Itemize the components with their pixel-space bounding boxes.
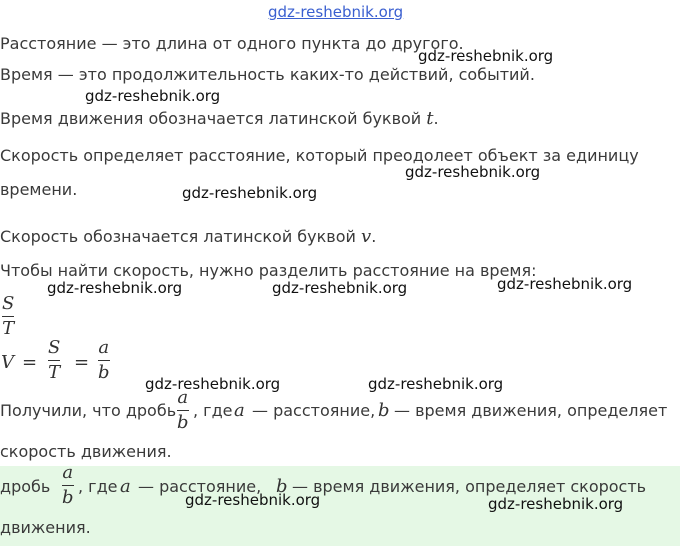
watermark: gdz-reshebnik.org bbox=[145, 375, 281, 393]
watermark: gdz-reshebnik.org bbox=[182, 184, 318, 202]
conclusion-text-1: Получили, что дробь bbox=[0, 401, 177, 420]
fraction-bar bbox=[177, 410, 189, 411]
formula2-eq1: = bbox=[22, 352, 38, 373]
time-notation-text: Время движения обозначается латинской буквой bbox=[0, 109, 422, 128]
conclusion-fraction bbox=[177, 388, 189, 433]
conclusion-denominator: b bbox=[177, 412, 189, 433]
formula1-denominator: T bbox=[2, 318, 15, 339]
paragraph-time-notation bbox=[0, 109, 439, 129]
watermark: gdz-reshebnik.org bbox=[488, 495, 624, 513]
conclusion-text-4: — время движения, определяет bbox=[394, 401, 668, 420]
conclusion-var-b: b bbox=[378, 400, 390, 421]
formula2-f1-numerator: S bbox=[48, 337, 61, 358]
conclusion-var-a: a bbox=[234, 400, 245, 421]
answer-numerator: a bbox=[62, 462, 74, 483]
fraction-bar bbox=[48, 360, 60, 361]
conclusion-text-3: — расстояние, bbox=[252, 401, 376, 420]
answer-text-4: — время движения, определяет скорость bbox=[292, 477, 647, 496]
watermark-top-link[interactable]: gdz-reshebnik.org bbox=[268, 3, 404, 21]
answer-denominator: b bbox=[62, 487, 74, 508]
watermark: gdz-reshebnik.org bbox=[405, 163, 541, 181]
formula-s-over-t bbox=[2, 294, 14, 339]
answer-var-b: b bbox=[276, 476, 288, 497]
formula2-fraction-ab bbox=[98, 338, 110, 383]
watermark: gdz-reshebnik.org bbox=[368, 375, 504, 393]
formula2-lhs: V bbox=[1, 352, 14, 373]
paragraph-time: Время — это продолжительность каких-то действий, событий. bbox=[0, 65, 535, 84]
answer-text-1: дробь bbox=[0, 477, 51, 496]
paragraph-find-speed: Чтобы найти скорость, нужно разделить расстояние на время: bbox=[0, 261, 537, 280]
watermark: gdz-reshebnik.org bbox=[497, 275, 633, 293]
answer-fraction bbox=[62, 463, 74, 508]
speed-notation-end: . bbox=[371, 227, 377, 246]
paragraph-speed-line1: Скорость определяет расстояние, который преодолеет объект за единицу bbox=[0, 146, 639, 165]
conclusion-numerator: a bbox=[177, 387, 189, 408]
formula2-f1-denominator: T bbox=[48, 362, 61, 383]
fraction-bar bbox=[62, 485, 74, 486]
formula2-f2-numerator: a bbox=[98, 337, 110, 358]
answer-var-a: a bbox=[120, 476, 131, 497]
var-t: t bbox=[426, 108, 434, 129]
formula2-eq2: = bbox=[74, 352, 90, 373]
paragraph-speed-notation bbox=[0, 227, 376, 247]
formula1-numerator: S bbox=[2, 293, 15, 314]
watermark: gdz-reshebnik.org bbox=[272, 279, 408, 297]
answer-line2: движения. bbox=[0, 518, 91, 537]
time-notation-end: . bbox=[433, 109, 439, 128]
formula2-f2-denominator: b bbox=[98, 362, 110, 383]
watermark: gdz-reshebnik.org bbox=[418, 47, 554, 65]
watermark: gdz-reshebnik.org bbox=[47, 279, 183, 297]
fraction-bar bbox=[98, 360, 110, 361]
conclusion-text-2: , где bbox=[193, 401, 233, 420]
fraction-bar bbox=[2, 316, 14, 317]
conclusion-line2: скорость движения. bbox=[0, 442, 172, 461]
paragraph-distance: Расстояние — это длина от одного пункта до другого. bbox=[0, 34, 464, 53]
var-v: v bbox=[361, 226, 372, 247]
watermark: gdz-reshebnik.org bbox=[85, 87, 221, 105]
formula2-fraction-st bbox=[48, 338, 60, 383]
answer-text-3: — расстояние, bbox=[138, 477, 262, 496]
speed-notation-text: Скорость обозначается латинской буквой bbox=[0, 227, 356, 246]
watermark: gdz-reshebnik.org bbox=[185, 491, 321, 509]
paragraph-speed-line2: времени. bbox=[0, 180, 78, 199]
answer-text-2: , где bbox=[78, 477, 118, 496]
